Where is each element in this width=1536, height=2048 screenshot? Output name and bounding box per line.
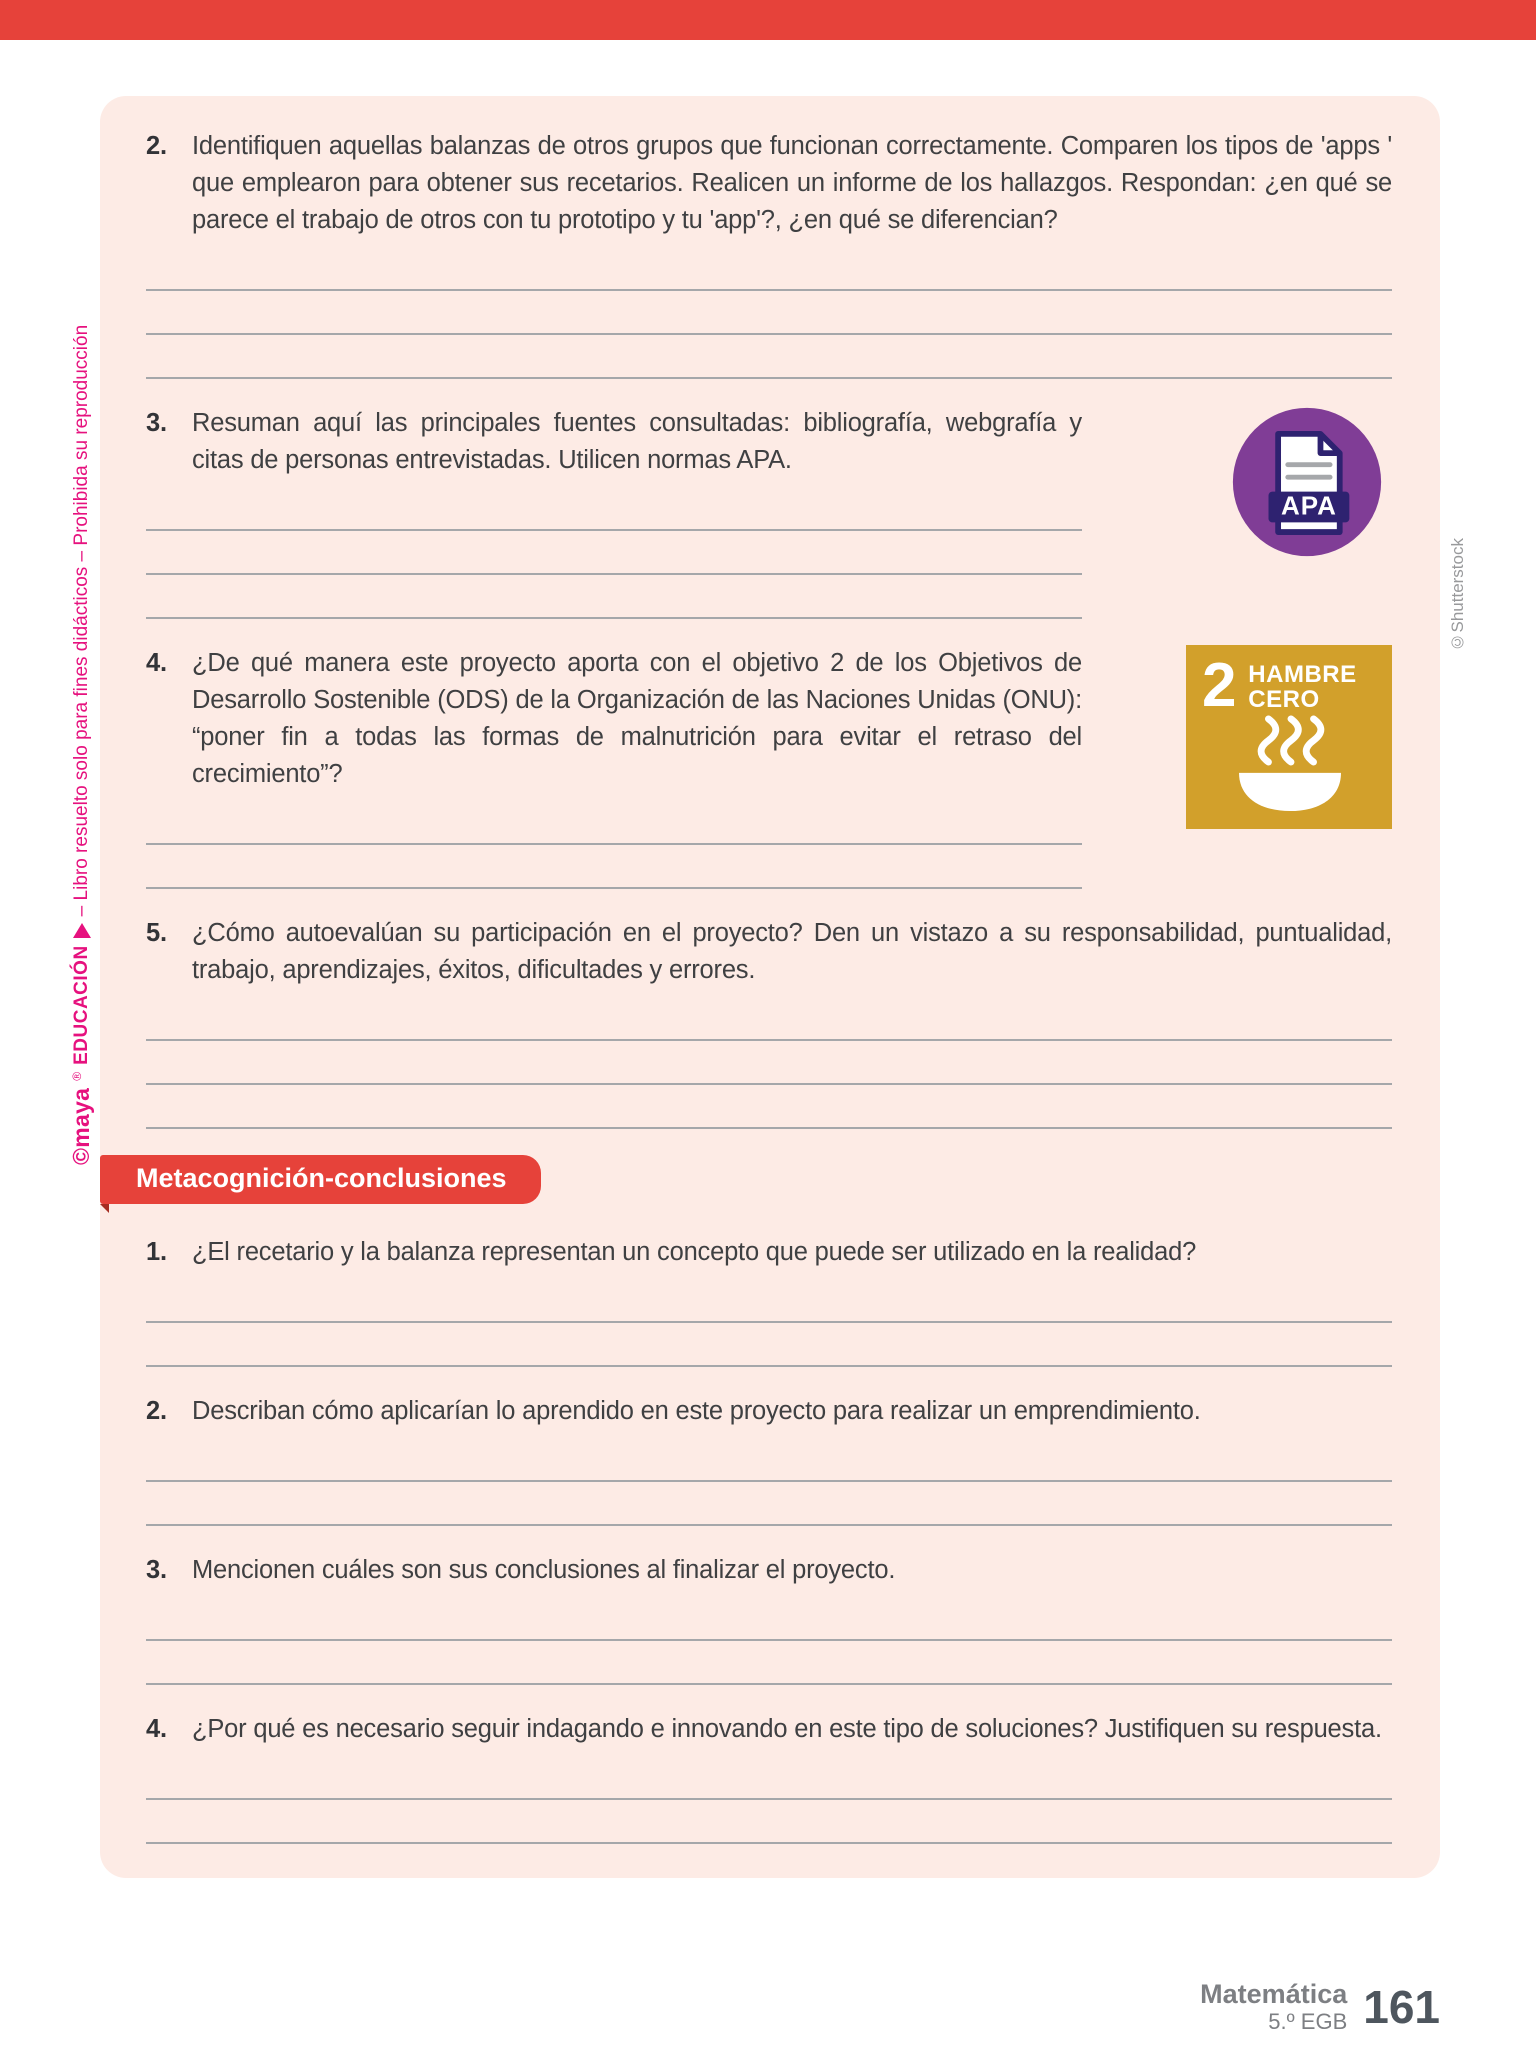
sdg-2-title xyxy=(1248,662,1356,712)
page-footer xyxy=(1200,1980,1440,2034)
page-number: 161 xyxy=(1363,1981,1440,2033)
answer-lines xyxy=(146,1438,1392,1526)
question-text: Resuman aquí las principales fuentes consultadas: bibliografía, webgrafía y citas de personas entrevistadas. Utilicen normas APA. xyxy=(192,409,1082,474)
footer-grade: 5.º EGB xyxy=(1268,2008,1348,2034)
apa-citation-icon xyxy=(1230,405,1384,559)
metacognition-banner: Metacognición-conclusiones xyxy=(100,1155,541,1204)
answer-line xyxy=(146,531,1082,575)
question-text: ¿Por qué es necesario seguir indagando e innovando en este tipo de soluciones? Justifiquen su respuesta. xyxy=(192,1715,1382,1743)
registered-mark: ® xyxy=(70,1071,84,1081)
answer-line xyxy=(146,575,1082,619)
answer-line xyxy=(146,801,1082,845)
footer-subject: Matemática xyxy=(1200,1979,1348,2010)
answer-line xyxy=(146,1597,1392,1641)
question-number: 3. xyxy=(146,409,167,437)
answer-lines xyxy=(146,801,1082,889)
question-number: 3. xyxy=(146,1556,167,1584)
question-block-b4 xyxy=(146,1711,1392,1844)
answer-lines xyxy=(146,1756,1392,1844)
copyright-text: – Libro resuelto solo para fines didácticos – Prohibida su reproducción xyxy=(70,324,92,917)
sdg-2-title-line2: CERO xyxy=(1248,686,1320,714)
question-number: 1. xyxy=(146,1238,167,1266)
answer-line xyxy=(146,1323,1392,1367)
apa-file-icon xyxy=(1230,405,1384,559)
sdg-goal-2-zero-hunger-icon xyxy=(1186,645,1392,829)
answer-line xyxy=(146,1482,1392,1526)
answer-line xyxy=(146,1279,1392,1323)
sdg-2-heading xyxy=(1202,651,1378,720)
sdg-2-card xyxy=(1186,645,1392,829)
question-block-a3 xyxy=(146,405,1392,619)
question-text: Identifiquen aquellas balanzas de otros grupos que funcionan correctamente. Comparen los tipos de 'apps ' que emplearon para obtener sus recetarios. Realicen un informe de los hallazgos. Respondan: ¿en qué se parece el trabajo de otros con tu prototipo y tu 'app'?, ¿en qué se diferencian? xyxy=(192,132,1392,234)
top-accent-bar xyxy=(0,0,1536,40)
question-number: 5. xyxy=(146,919,167,947)
maya-triangle-icon xyxy=(73,923,91,938)
question-text: Describan cómo aplicarían lo aprendido en este proyecto para realizar un emprendimiento. xyxy=(192,1397,1201,1425)
answer-line xyxy=(146,487,1082,531)
question-number: 2. xyxy=(146,132,167,160)
answer-line xyxy=(146,1756,1392,1800)
question-text: ¿Cómo autoevalúan su participación en el proyecto? Den un vistazo a su responsabilidad, puntualidad, trabajo, aprendizajes, éxitos, dificultades y errores. xyxy=(192,919,1392,984)
answer-line xyxy=(146,291,1392,335)
answer-line xyxy=(146,1085,1392,1129)
worksheet-panel xyxy=(100,96,1440,1878)
apa-label: APA xyxy=(1281,490,1337,521)
question-text: Mencionen cuáles son sus conclusiones al finalizar el proyecto. xyxy=(192,1556,896,1584)
answer-lines xyxy=(146,1279,1392,1367)
question-number: 4. xyxy=(146,649,167,677)
photo-credit: ©Shutterstock xyxy=(1448,538,1467,652)
answer-lines xyxy=(146,487,1082,619)
footer-course xyxy=(1200,1980,1347,2034)
question-number: 2. xyxy=(146,1397,167,1425)
answer-line xyxy=(146,997,1392,1041)
bowl-steam-icon xyxy=(1231,714,1349,814)
answer-line xyxy=(146,845,1082,889)
answer-lines xyxy=(146,1597,1392,1685)
answer-line xyxy=(146,1041,1392,1085)
question-number: 4. xyxy=(146,1715,167,1743)
question-text: ¿El recetario y la balanza representan un concepto que puede ser utilizado en la realidad? xyxy=(192,1238,1197,1266)
answer-line xyxy=(146,247,1392,291)
question-block-b2 xyxy=(146,1393,1392,1526)
answer-lines xyxy=(146,247,1392,379)
question-block-a4 xyxy=(146,645,1392,889)
answer-line xyxy=(146,335,1392,379)
copyright-strip xyxy=(68,325,95,1165)
answer-line xyxy=(146,1438,1392,1482)
sdg-2-title-line1: HAMBRE xyxy=(1248,661,1357,688)
question-block-a2 xyxy=(146,128,1392,379)
question-block-b1 xyxy=(146,1234,1392,1367)
sdg-2-number: 2 xyxy=(1202,651,1237,720)
answer-line xyxy=(146,1800,1392,1844)
maya-brand-suffix: EDUCACIÓN xyxy=(70,945,92,1065)
question-block-a5 xyxy=(146,915,1392,1129)
maya-brand: ©maya xyxy=(68,1087,94,1165)
question-block-b3 xyxy=(146,1552,1392,1685)
answer-line xyxy=(146,1641,1392,1685)
question-text: ¿De qué manera este proyecto aporta con el objetivo 2 de los Objetivos de Desarrollo Sostenible (ODS) de la Organización de las Naciones Unidas (ONU): “poner fin a todas las formas de malnutrición para evitar el retraso del crecimiento”? xyxy=(192,649,1082,788)
answer-lines xyxy=(146,997,1392,1129)
